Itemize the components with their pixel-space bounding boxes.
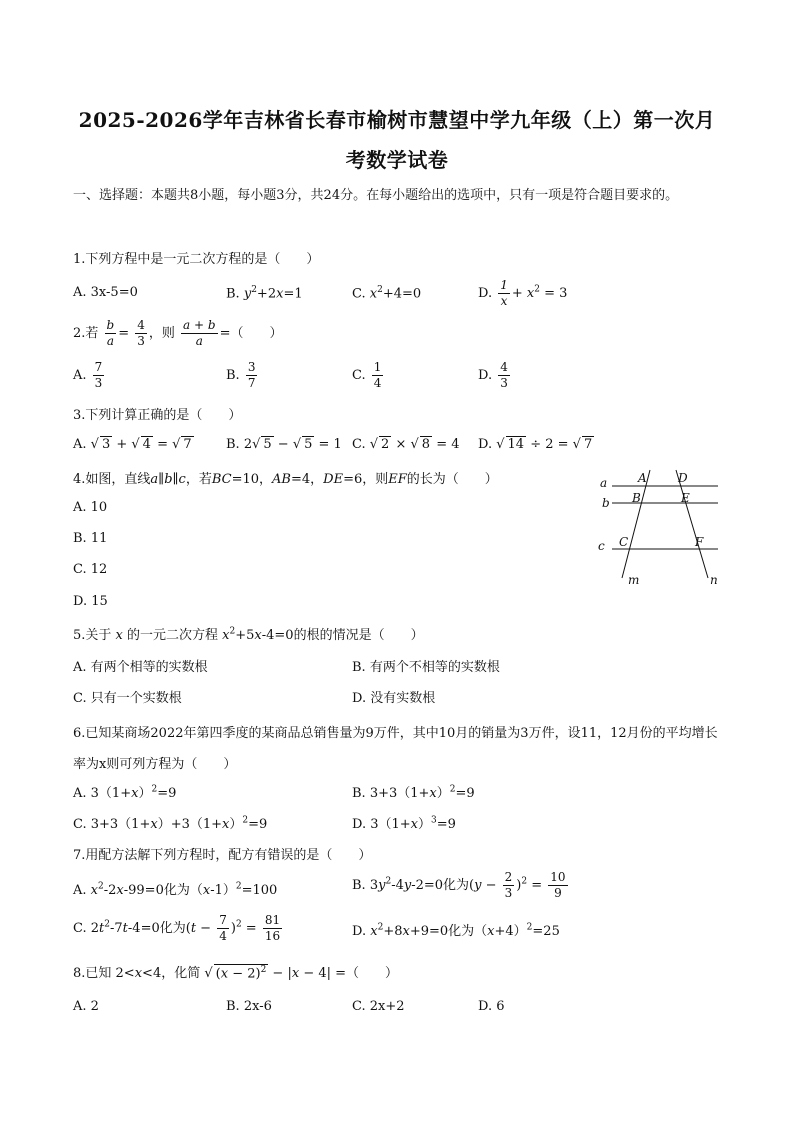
question-5-option-d: D. 没有实数根 [352,691,436,706]
label-E: E [681,491,690,505]
question-4-stem: 4.如图，直线a∥b∥c，若BC=10，AB=4，DE=6，则EF的长为（ ） [73,472,498,487]
question-8-option-d: D. 6 [478,999,505,1014]
question-6-option-b: B. $3+3(1+x)^2=9$ [352,784,475,801]
label-c: c [598,539,605,553]
question-2-option-d: D. $\frac{4}{3}$ [478,360,508,390]
label-C: C [619,535,629,549]
question-6-option-a: A. $3(1+x)^2=9$ [73,784,177,801]
question-1-option-c: C. $x^2+4=0$ [352,285,422,302]
question-3-option-d: D. √ 14 ÷ 2 = √ 7 [478,437,593,452]
question-8-option-b: B. 2x-6 [226,999,272,1014]
question-6-stem: 6.已知某商场2022年第四季度的某商品总销售量为9万件，其中10月的销量为3万件，设11，12月份的平均增长率为x则可列方程为（ ） [73,726,718,772]
question-2-option-c: C. $\frac{1}{4}$ [352,360,382,390]
label-D: D [678,471,688,485]
label-n: n [710,573,718,587]
question-1-option-d: D. $\frac{1}{x}$ + $x^2 = 3$ [478,278,568,308]
question-7-option-d: D. $x^2+8x+9=0$化为$(x+4)^2=25$ [352,922,560,939]
question-3-option-a: A. √ 3 + √ 4 = √ 7 [73,437,192,452]
question-4-option-b: B. 11 [73,531,108,546]
question-1-option-b: B. $y^2+2x=1$ [226,285,303,302]
question-8-option-a: A. 2 [73,999,99,1014]
section-instructions: 一、选择题：本题共8小题，每小题3分，共24分。在每小题给出的选项中，只有一项是符合题目要求的。 [73,188,679,203]
question-7-option-b: B. $3y^2-4y-2=0$化为(y − $\frac{2}{3}$ )$^2$ = $\frac{10}{9}$ [352,870,566,900]
question-6-option-d: D. $3(1+x)^3=9$ [352,815,456,832]
label-B: B [632,491,641,505]
question-3-option-b: B. 2√ 5 − √ 5 = 1 [226,437,342,452]
question-7-stem: 7.用配方法解下列方程时，配方有错误的是（ ） [73,848,372,863]
question-8-stem: 8.已知 2<x<4，化简 √ $(x - 2)^2 - |x - 4|$ =（ ） [73,964,399,981]
page-title: 2025-2026学年吉林省长春市榆树市慧望中学九年级（上）第一次月 [78,108,716,132]
question-8-option-c: C. 2x+2 [352,999,405,1014]
question-2-stem: 2.若 $\frac{b}{a}$ = $\frac{4}{3}$ ，则 $\frac{a + b}{a}$ =（ ） [73,318,283,348]
label-F: F [695,535,704,549]
question-4-option-a: A. 10 [73,500,108,515]
question-5-option-c: C. 只有一个实数根 [73,691,182,706]
question-2-option-b: B. $\frac{3}{7}$ [226,360,256,390]
label-a: a [600,476,608,490]
label-b: b [602,496,610,510]
question-5-option-a: A. 有两个相等的实数根 [73,660,208,675]
question-7-option-a: A. $x^2-2x-99=0$化为$(x-1)^2=100$ [73,881,278,898]
question-4-option-d: D. 15 [73,594,108,609]
question-5-option-b: B. 有两个不相等的实数根 [352,660,500,675]
question-1-option-a: A. 3x-5=0 [73,285,138,300]
label-A: A [638,471,647,485]
question-3-stem: 3.下列计算正确的是（ ） [73,408,242,423]
label-m: m [628,573,640,587]
question-6-option-c: C. $3+3(1+x)+3(1+x)^2=9$ [73,815,268,832]
question-5-stem: 5.关于 x 的一元二次方程 $x^2+5x-4=0$的根的情况是（ ） [73,626,424,643]
question-1-stem: 1.下列方程中是一元二次方程的是（ ） [73,252,320,267]
question-4-option-c: C. 12 [73,562,108,577]
parallel-lines-figure [592,466,732,590]
page-title-line2: 考数学试卷 [345,148,449,172]
question-2-option-a: A. $\frac{7}{3}$ [73,360,103,390]
question-7-option-c: C. $2t^2-7t-4=0$化为(t − $\frac{7}{4}$ )$^2$ = $\frac{81}{16}$ [73,913,281,943]
question-3-option-c: C. √ 2 × √ 8 = 4 [352,437,460,452]
